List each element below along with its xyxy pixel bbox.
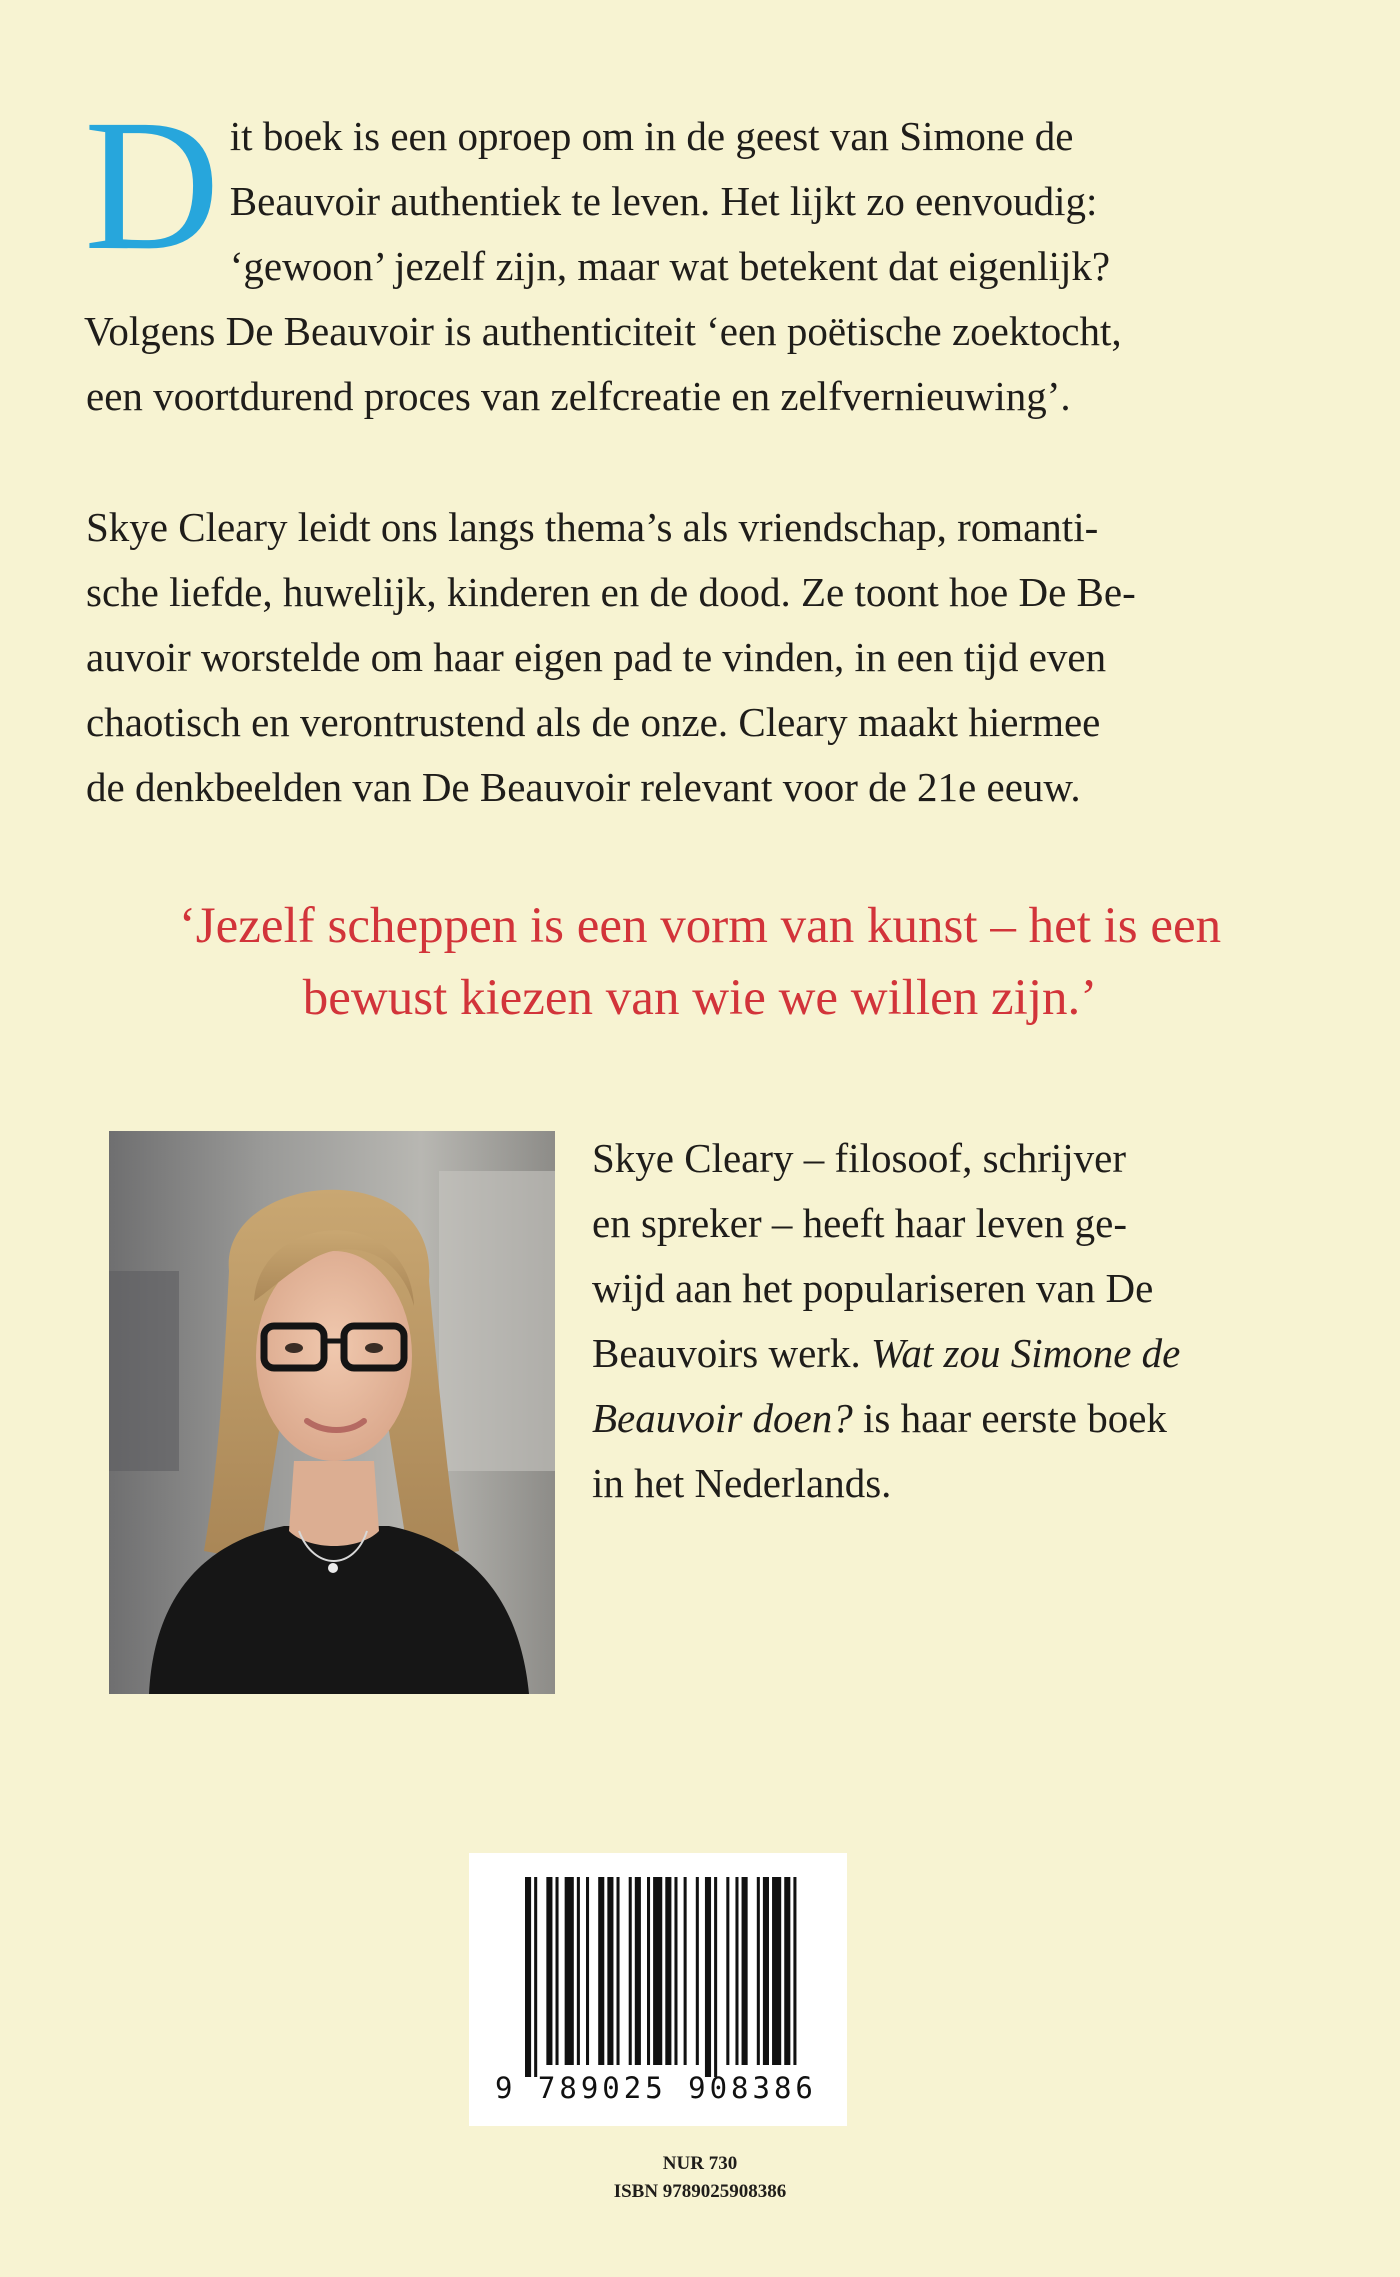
description-line: chaotisch en verontrustend als de onze. Cleary maakt hiermee <box>86 699 1101 745</box>
bio-line <box>592 1386 1232 1451</box>
intro-line: een voortdurend proces van zelfcreatie en zelfvernieuwing’. <box>86 373 1071 419</box>
quote-line: ‘Jezelf scheppen is een vorm van kunst – het is een <box>178 898 1222 954</box>
barcode-bar <box>696 1877 699 2065</box>
bio-line: in het Nederlands. <box>592 1460 892 1506</box>
nur-code: NUR 730 <box>662 2153 738 2174</box>
barcode-bar <box>735 1877 738 2065</box>
author-photo <box>109 1131 555 1694</box>
description-line: auvoir worstelde om haar eigen pad te vinden, in een tijd even <box>86 634 1107 680</box>
quote-line: bewust kiezen van wie we willen zijn.’ <box>302 970 1098 1026</box>
bio-line: wijd aan het populariseren van De <box>592 1265 1154 1311</box>
barcode-bar <box>607 1877 613 2065</box>
barcode-bar <box>546 1877 552 2065</box>
isbn-number: ISBN 9789025908386 <box>613 2181 787 2202</box>
pull-quote <box>60 890 1340 1034</box>
description-line: de denkbeelden van De Beauvoir relevant voor de 21e eeuw. <box>86 764 1081 810</box>
bio-text: Beauvoirs werk. <box>592 1330 871 1376</box>
intro-line: Beauvoir authentiek te leven. Het lijkt zo eenvoudig: <box>229 178 1098 224</box>
barcode-bar <box>534 1877 537 2077</box>
barcode-bar <box>684 1877 687 2065</box>
author-bio <box>592 1126 1232 1516</box>
barcode-bar <box>763 1877 769 2065</box>
barcode-bar <box>772 1877 781 2065</box>
barcode-bar <box>635 1877 641 2065</box>
barcode-bar <box>525 1877 531 2077</box>
barcode-bar <box>629 1877 632 2065</box>
barcode-bar <box>674 1877 677 2065</box>
bio-text: is haar eerste boek <box>852 1395 1167 1441</box>
barcode-bar <box>705 1877 711 2077</box>
barcode-bar <box>577 1877 580 2065</box>
book-title-part-1: Wat zou Simone de <box>870 1330 1181 1376</box>
isbn-barcode <box>469 1853 847 2126</box>
intro-line: ‘gewoon’ jezelf zijn, maar wat betekent dat eigenlijk? <box>229 243 1111 289</box>
intro-line: Volgens De Beauvoir is authenticiteit ‘een poëtische zoektocht, <box>84 308 1122 354</box>
barcode-bar <box>647 1877 650 2065</box>
barcode-bar <box>565 1877 574 2065</box>
intro-paragraph <box>84 80 1246 429</box>
barcode-bar <box>757 1877 760 2065</box>
bio-line: Skye Cleary – filosoof, schrijver <box>592 1135 1127 1181</box>
barcode-bar <box>742 1877 748 2065</box>
drop-cap: D <box>84 80 220 289</box>
barcode-digits: 9 789025 908386 <box>495 2071 817 2105</box>
barcode-bar <box>784 1877 790 2065</box>
barcode-bar <box>726 1877 729 2065</box>
description-paragraph <box>86 495 1246 820</box>
description-line: sche liefde, huwelijk, kinderen en de dood. Ze toont hoe De Be- <box>86 569 1136 615</box>
barcode-bar <box>586 1877 589 2065</box>
catalog-info <box>0 2150 1400 2206</box>
barcode-bar <box>617 1877 620 2065</box>
description-line: Skye Cleary leidt ons langs thema’s als vriendschap, romanti- <box>86 504 1099 550</box>
intro-line: it boek is een oproep om in de geest van Simone de <box>229 113 1074 159</box>
barcode-bar <box>793 1877 796 2065</box>
barcode-bar <box>598 1877 604 2065</box>
book-title-part-2: Beauvoir doen? <box>592 1395 853 1441</box>
barcode-bar <box>665 1877 671 2065</box>
barcode-bar <box>556 1877 559 2065</box>
barcode-bar <box>714 1877 717 2077</box>
barcode-bar <box>653 1877 662 2065</box>
bio-line <box>592 1321 1232 1386</box>
bio-line: en spreker – heeft haar leven ge- <box>592 1200 1127 1246</box>
